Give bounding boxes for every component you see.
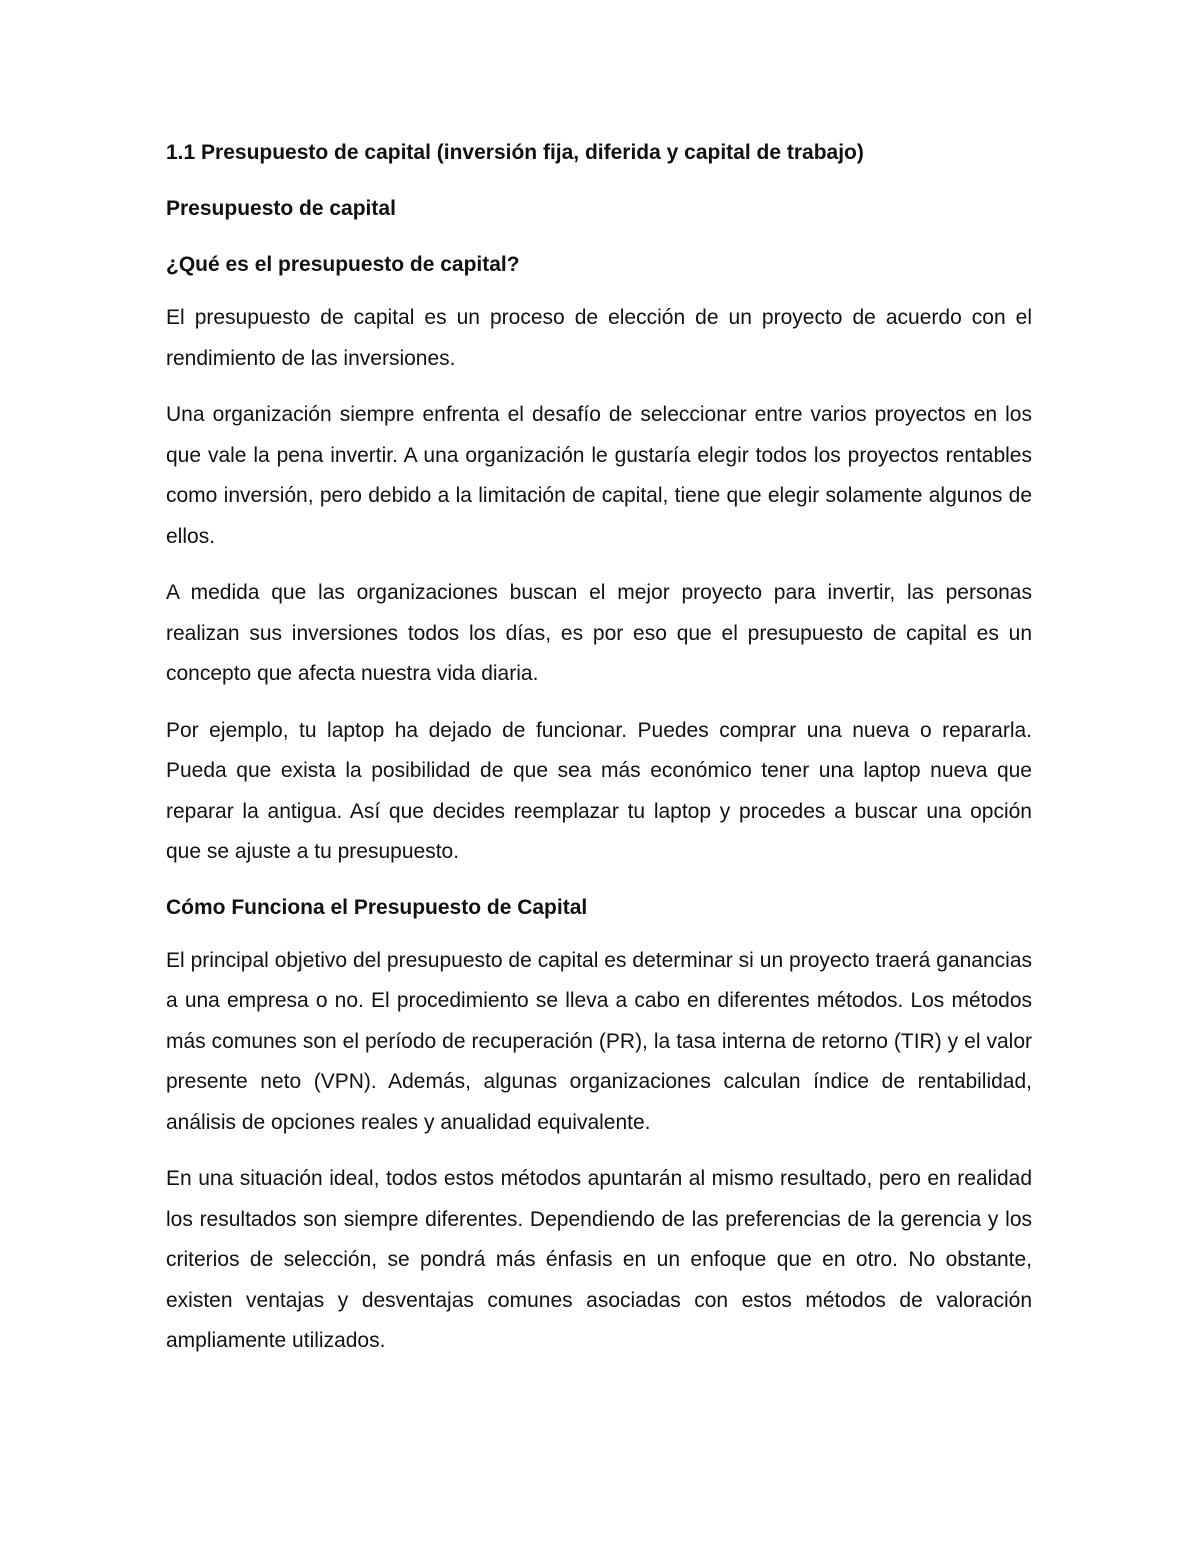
paragraph-ideal-situation: En una situación ideal, todos estos métodos apuntarán al mismo resultado, pero en realidad los resultados son siempre diferentes. Dependiendo de las preferencias de la gerencia y los criterios de selección, se pondrá más énfasis en un enfoque que en otro. No obstante, existen ventajas y desventajas comunes asociadas con estos métodos de valoración ampliamente utilizados. bbox=[166, 1167, 1032, 1352]
subheading-como-funciona: Cómo Funciona el Presupuesto de Capital bbox=[166, 895, 588, 919]
paragraph-objective: El principal objetivo del presupuesto de capital es determinar si un proyecto traerá ganancias a una empresa o no. El procedimiento se lleva a cabo en diferentes métodos. Los métodos más comunes son el período de recuperación (PR), la tasa interna de retorno (TIR) y el valor presente neto (VPN). Además, algunas organizaciones calculan índice de rentabilidad, análisis de opciones reales y anualidad equivalente. bbox=[166, 948, 1032, 1134]
document-body bbox=[166, 138, 1032, 1362]
paragraph-example: Por ejemplo, tu laptop ha dejado de funcionar. Puedes comprar una nueva o repararla. Pueda que exista la posibilidad de que sea más económico tener una laptop nueva que reparar la antigua. Así que decides reemplazar tu laptop y procedes a buscar una opción que se ajuste a tu presupuesto. bbox=[166, 718, 1032, 863]
subheading-presupuesto: Presupuesto de capital bbox=[166, 197, 396, 220]
paragraph-definition: El presupuesto de capital es un proceso de elección de un proyecto de acuerdo con el rendimiento de las inversiones. bbox=[166, 306, 1032, 370]
section-title: 1.1 Presupuesto de capital (inversión fija, diferida y capital de trabajo) bbox=[166, 141, 864, 164]
subheading-que-es: ¿Qué es el presupuesto de capital? bbox=[166, 253, 520, 276]
paragraph-organization: Una organización siempre enfrenta el desafío de seleccionar entre varios proyectos en los que vale la pena invertir. A una organización le gustaría elegir todos los proyectos rentables como inversión, pero debido a la limitación de capital, tiene que elegir solamente algunos de ellos. bbox=[166, 403, 1032, 548]
paragraph-daily-life: A medida que las organizaciones buscan el mejor proyecto para invertir, las personas realizan sus inversiones todos los días, es por eso que el presupuesto de capital es un concepto que afecta nuestra vida diaria. bbox=[166, 581, 1032, 685]
